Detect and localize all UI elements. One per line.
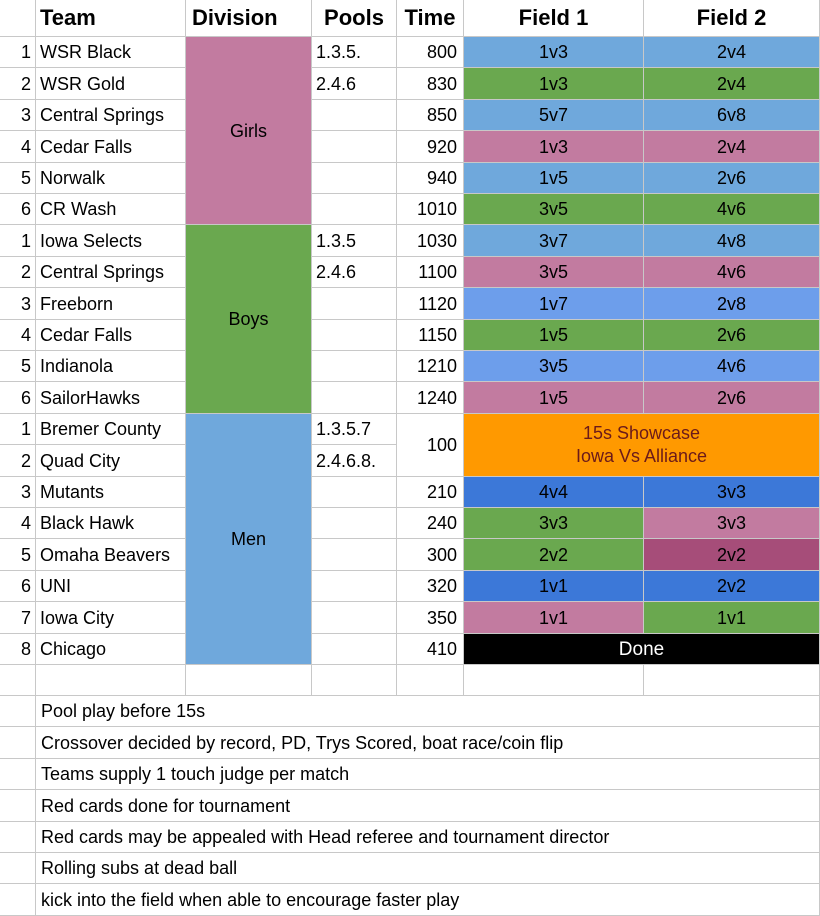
team-name[interactable]: Quad City — [36, 445, 186, 477]
team-name[interactable]: Chicago — [36, 634, 186, 665]
header-corner[interactable] — [0, 0, 36, 37]
team-name[interactable]: Cedar Falls — [36, 131, 186, 163]
field-1-match[interactable]: 1v3 — [464, 68, 644, 100]
note-row-number[interactable] — [0, 759, 36, 790]
division-girls[interactable]: Girls — [186, 37, 312, 225]
team-name[interactable]: Cedar Falls — [36, 320, 186, 351]
field-2-match[interactable]: 2v2 — [644, 539, 820, 571]
field-1-match[interactable]: 1v5 — [464, 163, 644, 194]
time-cell[interactable]: 300 — [397, 539, 464, 571]
team-name[interactable]: Black Hawk — [36, 508, 186, 539]
header-team[interactable]: Team — [36, 0, 186, 37]
team-name[interactable]: WSR Black — [36, 37, 186, 68]
note-row-number[interactable] — [0, 696, 36, 727]
field-1-match[interactable]: 3v7 — [464, 225, 644, 257]
done-block[interactable]: Done — [464, 634, 820, 665]
pool-cell[interactable]: 2.4.6 — [312, 68, 397, 100]
field-1-match[interactable]: 1v1 — [464, 602, 644, 634]
pool-cell[interactable]: 2.4.6.8. — [312, 445, 397, 477]
time-cell[interactable]: 940 — [397, 163, 464, 194]
row-number[interactable]: 7 — [0, 602, 36, 634]
field-1-match[interactable]: 1v1 — [464, 571, 644, 602]
note-row-number[interactable] — [0, 822, 36, 853]
row-number[interactable]: 5 — [0, 163, 36, 194]
time-cell[interactable]: 1100 — [397, 257, 464, 288]
time-cell[interactable]: 1120 — [397, 288, 464, 320]
row-number[interactable]: 5 — [0, 539, 36, 571]
pool-cell[interactable] — [312, 194, 397, 225]
header-time[interactable]: Time — [397, 0, 464, 37]
team-name[interactable]: Bremer County — [36, 414, 186, 445]
showcase-matchup: Iowa Vs Alliance — [575, 446, 708, 466]
field-2-match[interactable]: 4v8 — [644, 225, 820, 257]
field-1-match[interactable]: 4v4 — [464, 477, 644, 508]
team-name[interactable]: Iowa Selects — [36, 225, 186, 257]
pool-cell[interactable] — [312, 508, 397, 539]
empty-cell[interactable] — [312, 665, 397, 696]
field-1-match[interactable]: 3v3 — [464, 508, 644, 539]
pool-cell[interactable]: 2.4.6 — [312, 257, 397, 288]
row-number[interactable]: 1 — [0, 37, 36, 68]
pool-cell[interactable]: 1.3.5. — [312, 37, 397, 68]
division-men[interactable]: Men — [186, 414, 312, 665]
time-cell[interactable]: 830 — [397, 68, 464, 100]
field-2-match[interactable]: 2v8 — [644, 288, 820, 320]
time-cell[interactable]: 1210 — [397, 351, 464, 382]
team-name[interactable]: Freeborn — [36, 288, 186, 320]
team-name[interactable]: Central Springs — [36, 100, 186, 131]
pool-cell[interactable] — [312, 477, 397, 508]
field-2-match[interactable]: 2v4 — [644, 37, 820, 68]
time-cell[interactable]: 800 — [397, 37, 464, 68]
division-boys[interactable]: Boys — [186, 225, 312, 414]
team-name[interactable]: SailorHawks — [36, 382, 186, 414]
field-2-match[interactable]: 2v6 — [644, 382, 820, 414]
pool-cell[interactable] — [312, 539, 397, 571]
header-division[interactable]: Division — [186, 0, 312, 37]
empty-cell[interactable] — [644, 665, 820, 696]
row-number[interactable]: 6 — [0, 382, 36, 414]
team-name[interactable]: Mutants — [36, 477, 186, 508]
field-2-match[interactable]: 1v1 — [644, 602, 820, 634]
row-number[interactable]: 4 — [0, 508, 36, 539]
field-2-match[interactable]: 2v6 — [644, 320, 820, 351]
field-1-match[interactable]: 1v3 — [464, 131, 644, 163]
time-cell[interactable]: 350 — [397, 602, 464, 634]
field-2-match[interactable]: 2v2 — [644, 571, 820, 602]
header-pools[interactable]: Pools — [312, 0, 397, 37]
note-text[interactable]: Crossover decided by record, PD, Trys Scored, boat race/coin flip — [36, 727, 820, 759]
team-name[interactable]: Central Springs — [36, 257, 186, 288]
row-number[interactable]: 1 — [0, 414, 36, 445]
row-number[interactable]: 4 — [0, 320, 36, 351]
empty-cell[interactable] — [186, 665, 312, 696]
time-cell[interactable]: 1240 — [397, 382, 464, 414]
pool-cell[interactable] — [312, 634, 397, 665]
note-row-number[interactable] — [0, 727, 36, 759]
time-cell[interactable]: 1030 — [397, 225, 464, 257]
field-1-match[interactable]: 3v5 — [464, 257, 644, 288]
field-1-match[interactable]: 1v5 — [464, 382, 644, 414]
field-1-match[interactable]: 3v5 — [464, 351, 644, 382]
time-cell[interactable]: 850 — [397, 100, 464, 131]
row-number[interactable]: 2 — [0, 257, 36, 288]
time-cell[interactable]: 1150 — [397, 320, 464, 351]
field-1-match[interactable]: 2v2 — [464, 539, 644, 571]
note-text[interactable]: Teams supply 1 touch judge per match — [36, 759, 820, 790]
row-number[interactable]: 6 — [0, 571, 36, 602]
pool-cell[interactable] — [312, 100, 397, 131]
team-name[interactable]: WSR Gold — [36, 68, 186, 100]
time-cell[interactable]: 240 — [397, 508, 464, 539]
field-1-match[interactable]: 1v3 — [464, 37, 644, 68]
team-name[interactable]: UNI — [36, 571, 186, 602]
row-number[interactable]: 8 — [0, 634, 36, 665]
note-text[interactable]: kick into the field when able to encourage faster play — [36, 884, 820, 916]
team-name[interactable]: Omaha Beavers — [36, 539, 186, 571]
field-2-match[interactable]: 4v6 — [644, 351, 820, 382]
note-row-number[interactable] — [0, 853, 36, 884]
row-number[interactable]: 2 — [0, 445, 36, 477]
pool-cell[interactable] — [312, 571, 397, 602]
time-cell[interactable]: 320 — [397, 571, 464, 602]
field-1-match[interactable]: 1v5 — [464, 320, 644, 351]
pool-cell[interactable] — [312, 163, 397, 194]
empty-cell[interactable] — [397, 665, 464, 696]
field-2-match[interactable]: 2v4 — [644, 131, 820, 163]
empty-cell[interactable] — [0, 665, 36, 696]
row-number[interactable]: 6 — [0, 194, 36, 225]
row-number[interactable]: 2 — [0, 68, 36, 100]
field-2-match[interactable]: 3v3 — [644, 508, 820, 539]
row-number[interactable]: 4 — [0, 131, 36, 163]
empty-cell[interactable] — [464, 665, 644, 696]
showcase-title: 15s Showcase — [582, 422, 701, 443]
showcase-time[interactable]: 100 — [397, 414, 464, 477]
field-2-match[interactable]: 4v6 — [644, 257, 820, 288]
field-2-match[interactable]: 2v4 — [644, 68, 820, 100]
note-text[interactable]: Pool play before 15s — [36, 696, 820, 727]
team-name[interactable]: Iowa City — [36, 602, 186, 634]
field-2-match[interactable]: 4v6 — [644, 194, 820, 225]
row-number[interactable]: 3 — [0, 477, 36, 508]
team-name[interactable]: Norwalk — [36, 163, 186, 194]
pool-cell[interactable] — [312, 288, 397, 320]
row-number[interactable]: 5 — [0, 351, 36, 382]
header-field-1[interactable]: Field 1 — [464, 0, 644, 37]
showcase-block[interactable] — [464, 414, 820, 477]
pool-cell[interactable] — [312, 602, 397, 634]
pool-cell[interactable] — [312, 382, 397, 414]
field-2-match[interactable]: 3v3 — [644, 477, 820, 508]
note-text[interactable]: Rolling subs at dead ball — [36, 853, 820, 884]
field-1-match[interactable]: 5v7 — [464, 100, 644, 131]
field-2-match[interactable]: 6v8 — [644, 100, 820, 131]
field-1-match[interactable]: 1v7 — [464, 288, 644, 320]
time-cell[interactable]: 1010 — [397, 194, 464, 225]
pool-cell[interactable] — [312, 351, 397, 382]
team-name[interactable]: CR Wash — [36, 194, 186, 225]
pool-cell[interactable]: 1.3.5.7 — [312, 414, 397, 445]
header-field-2[interactable]: Field 2 — [644, 0, 820, 37]
time-cell[interactable]: 920 — [397, 131, 464, 163]
note-text[interactable]: Red cards may be appealed with Head referee and tournament director — [36, 822, 820, 853]
team-name[interactable]: Indianola — [36, 351, 186, 382]
empty-cell[interactable] — [36, 665, 186, 696]
field-2-match[interactable]: 2v6 — [644, 163, 820, 194]
pool-cell[interactable] — [312, 131, 397, 163]
pool-cell[interactable]: 1.3.5 — [312, 225, 397, 257]
row-number[interactable]: 1 — [0, 225, 36, 257]
time-cell[interactable]: 210 — [397, 477, 464, 508]
note-text[interactable]: Red cards done for tournament — [36, 790, 820, 822]
note-row-number[interactable] — [0, 790, 36, 822]
time-cell[interactable]: 410 — [397, 634, 464, 665]
row-number[interactable]: 3 — [0, 288, 36, 320]
field-1-match[interactable]: 3v5 — [464, 194, 644, 225]
pool-cell[interactable] — [312, 320, 397, 351]
note-row-number[interactable] — [0, 884, 36, 916]
row-number[interactable]: 3 — [0, 100, 36, 131]
